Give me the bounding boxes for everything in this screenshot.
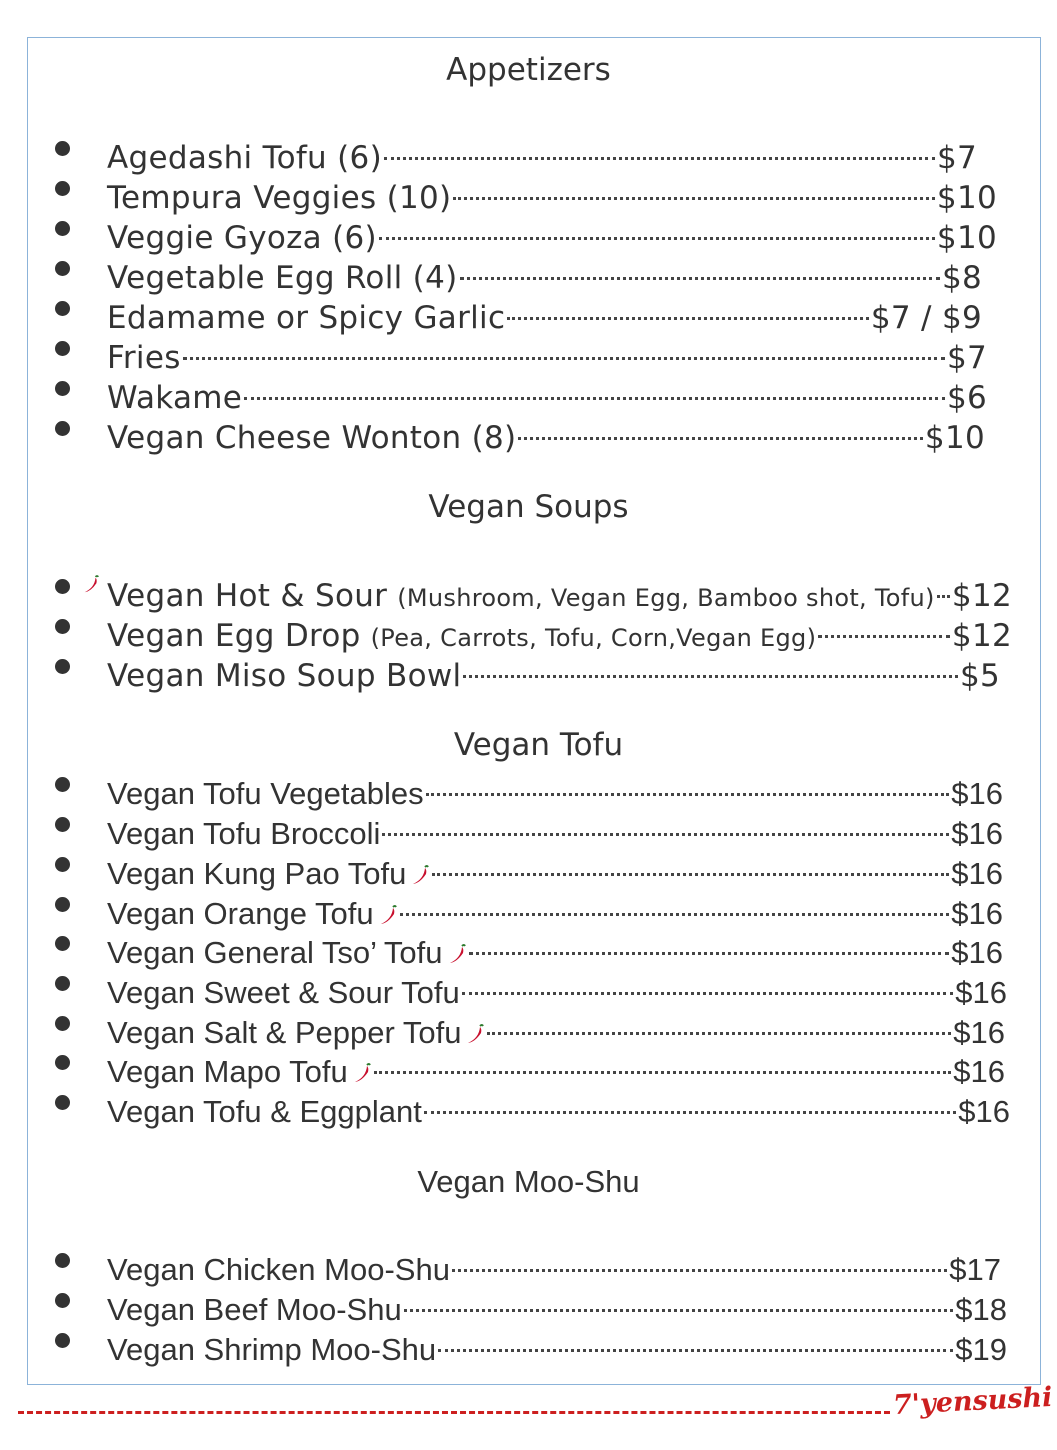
item-price: $10 bbox=[924, 420, 985, 456]
item-name: Vegan Hot & Sour bbox=[107, 578, 388, 614]
dot-leader bbox=[469, 923, 950, 963]
item-name: Agedashi Tofu (6) bbox=[107, 140, 382, 176]
item-name: Vegan General Tso’ Tofu bbox=[107, 935, 443, 970]
item-name: Vegetable Egg Roll (4) bbox=[107, 260, 458, 296]
item-name: Vegan Cheese Wonton (8) bbox=[107, 420, 517, 456]
item-name: Vegan Sweet & Sour Tofu bbox=[107, 975, 460, 1010]
item-name: Vegan Mapo Tofu bbox=[107, 1054, 348, 1089]
dot-leader bbox=[463, 646, 958, 686]
bullet-icon bbox=[55, 141, 70, 156]
item-name: Edamame or Spicy Garlic bbox=[107, 300, 506, 336]
menu-item bbox=[0, 408, 1057, 456]
menu-item bbox=[0, 764, 1057, 811]
menu-item bbox=[0, 1082, 1057, 1129]
bullet-icon bbox=[55, 777, 70, 792]
menu-item bbox=[0, 804, 1057, 851]
menu-item bbox=[0, 288, 1057, 336]
dot-leader bbox=[452, 1240, 947, 1280]
menu-item bbox=[0, 844, 1057, 891]
dot-leader bbox=[384, 128, 935, 168]
dot-leader bbox=[487, 1003, 951, 1043]
dot-leader bbox=[183, 328, 945, 368]
item-name: Tempura Veggies (10) bbox=[107, 180, 452, 216]
item-price: $7 / $9 bbox=[870, 300, 982, 336]
bullet-icon bbox=[55, 341, 70, 356]
vegan-soups-title: Vegan Soups bbox=[428, 489, 629, 525]
item-price: $16 bbox=[951, 896, 1003, 931]
footer-divider bbox=[18, 1411, 890, 1414]
dot-leader bbox=[374, 1042, 952, 1082]
item-price: $7 bbox=[946, 340, 987, 376]
item-price: $12 bbox=[951, 578, 1012, 614]
menu-item bbox=[0, 368, 1057, 416]
bullet-icon bbox=[55, 857, 70, 872]
dot-leader bbox=[462, 963, 954, 1003]
dot-leader bbox=[382, 804, 949, 844]
bullet-icon bbox=[55, 1055, 70, 1070]
item-price: $10 bbox=[936, 180, 997, 216]
item-name: Vegan Tofu & Eggplant bbox=[107, 1094, 422, 1129]
menu-item bbox=[0, 1042, 1057, 1089]
item-ingredients: (Pea, Carrots, Tofu, Corn,Vegan Egg) bbox=[370, 624, 817, 652]
menu-item bbox=[0, 168, 1057, 216]
item-name: Fries bbox=[107, 340, 181, 376]
dot-leader bbox=[460, 248, 940, 288]
menu-item bbox=[0, 208, 1057, 256]
bullet-icon bbox=[55, 1253, 70, 1268]
item-name: Vegan Orange Tofu bbox=[107, 896, 374, 931]
item-name: Vegan Miso Soup Bowl bbox=[107, 658, 462, 694]
menu-item bbox=[0, 1280, 1057, 1327]
item-price: $6 bbox=[946, 380, 987, 416]
item-name: Vegan Shrimp Moo-Shu bbox=[107, 1332, 437, 1367]
bullet-icon bbox=[55, 1333, 70, 1348]
item-price: $18 bbox=[955, 1292, 1007, 1327]
item-name: Vegan Tofu Vegetables bbox=[107, 776, 424, 811]
item-price: $16 bbox=[951, 856, 1003, 891]
bullet-icon bbox=[55, 1293, 70, 1308]
menu-item bbox=[0, 963, 1057, 1010]
dot-leader bbox=[424, 1082, 956, 1122]
bullet-icon bbox=[55, 817, 70, 832]
item-price: $7 bbox=[936, 140, 977, 176]
item-price: $16 bbox=[951, 776, 1003, 811]
item-name: Vegan Kung Pao Tofu bbox=[107, 856, 407, 891]
bullet-icon bbox=[55, 897, 70, 912]
bullet-icon bbox=[55, 261, 70, 276]
menu-item bbox=[0, 1003, 1057, 1050]
item-name: Vegan Chicken Moo-Shu bbox=[107, 1252, 450, 1287]
item-name: Wakame bbox=[107, 380, 243, 416]
bullet-icon bbox=[55, 1095, 70, 1110]
item-price: $16 bbox=[951, 935, 1003, 970]
item-price: $16 bbox=[958, 1094, 1010, 1129]
dot-leader bbox=[426, 764, 950, 804]
item-price: $16 bbox=[953, 1015, 1005, 1050]
dot-leader bbox=[379, 208, 935, 248]
menu-item bbox=[0, 646, 1057, 694]
bullet-icon bbox=[55, 381, 70, 396]
vegan-moo-shu-title: Vegan Moo-Shu bbox=[417, 1164, 640, 1199]
bullet-icon bbox=[55, 221, 70, 236]
vegan-tofu-title: Vegan Tofu bbox=[453, 727, 624, 763]
item-name: Veggie Gyoza (6) bbox=[107, 220, 377, 256]
item-ingredients: (Mushroom, Vegan Egg, Bamboo shot, Tofu) bbox=[397, 584, 935, 612]
appetizers-title: Appetizers bbox=[446, 52, 611, 88]
chili-pepper-icon bbox=[82, 574, 100, 596]
item-price: $12 bbox=[951, 618, 1012, 654]
dot-leader bbox=[244, 368, 945, 408]
item-name: Vegan Egg Drop bbox=[107, 618, 361, 654]
item-price: $17 bbox=[949, 1252, 1001, 1287]
item-price: $5 bbox=[959, 658, 1000, 694]
dot-leader bbox=[438, 1320, 953, 1360]
dot-leader bbox=[400, 884, 950, 924]
dot-leader bbox=[818, 606, 950, 646]
item-price: $19 bbox=[955, 1332, 1007, 1367]
menu-item bbox=[0, 248, 1057, 296]
bullet-icon bbox=[55, 976, 70, 991]
bullet-icon bbox=[55, 301, 70, 316]
bullet-icon bbox=[55, 421, 70, 436]
dot-leader bbox=[432, 844, 949, 884]
item-price: $8 bbox=[941, 260, 982, 296]
menu-item bbox=[0, 328, 1057, 376]
bullet-icon bbox=[55, 659, 70, 674]
menu-item bbox=[0, 606, 1057, 654]
item-price: $10 bbox=[936, 220, 997, 256]
menu-item bbox=[0, 128, 1057, 176]
dot-leader bbox=[404, 1280, 954, 1320]
bullet-icon bbox=[55, 181, 70, 196]
item-price: $16 bbox=[951, 816, 1003, 851]
item-price: $16 bbox=[955, 975, 1007, 1010]
bullet-icon bbox=[55, 579, 70, 594]
bullet-icon bbox=[55, 619, 70, 634]
brand-logo: 7'yensushi bbox=[892, 1381, 1054, 1422]
menu-item bbox=[0, 884, 1057, 931]
bullet-icon bbox=[55, 936, 70, 951]
menu-item bbox=[0, 566, 1057, 614]
dot-leader bbox=[453, 168, 935, 208]
item-price: $16 bbox=[953, 1054, 1005, 1089]
bullet-icon bbox=[55, 1016, 70, 1031]
menu-item bbox=[0, 1240, 1057, 1287]
item-name: Vegan Tofu Broccoli bbox=[107, 816, 381, 851]
menu-item bbox=[0, 923, 1057, 970]
dot-leader bbox=[518, 408, 922, 448]
dot-leader bbox=[937, 566, 950, 606]
item-name: Vegan Beef Moo-Shu bbox=[107, 1292, 402, 1327]
menu-item bbox=[0, 1320, 1057, 1367]
item-name: Vegan Salt & Pepper Tofu bbox=[107, 1015, 462, 1050]
dot-leader bbox=[507, 288, 869, 328]
